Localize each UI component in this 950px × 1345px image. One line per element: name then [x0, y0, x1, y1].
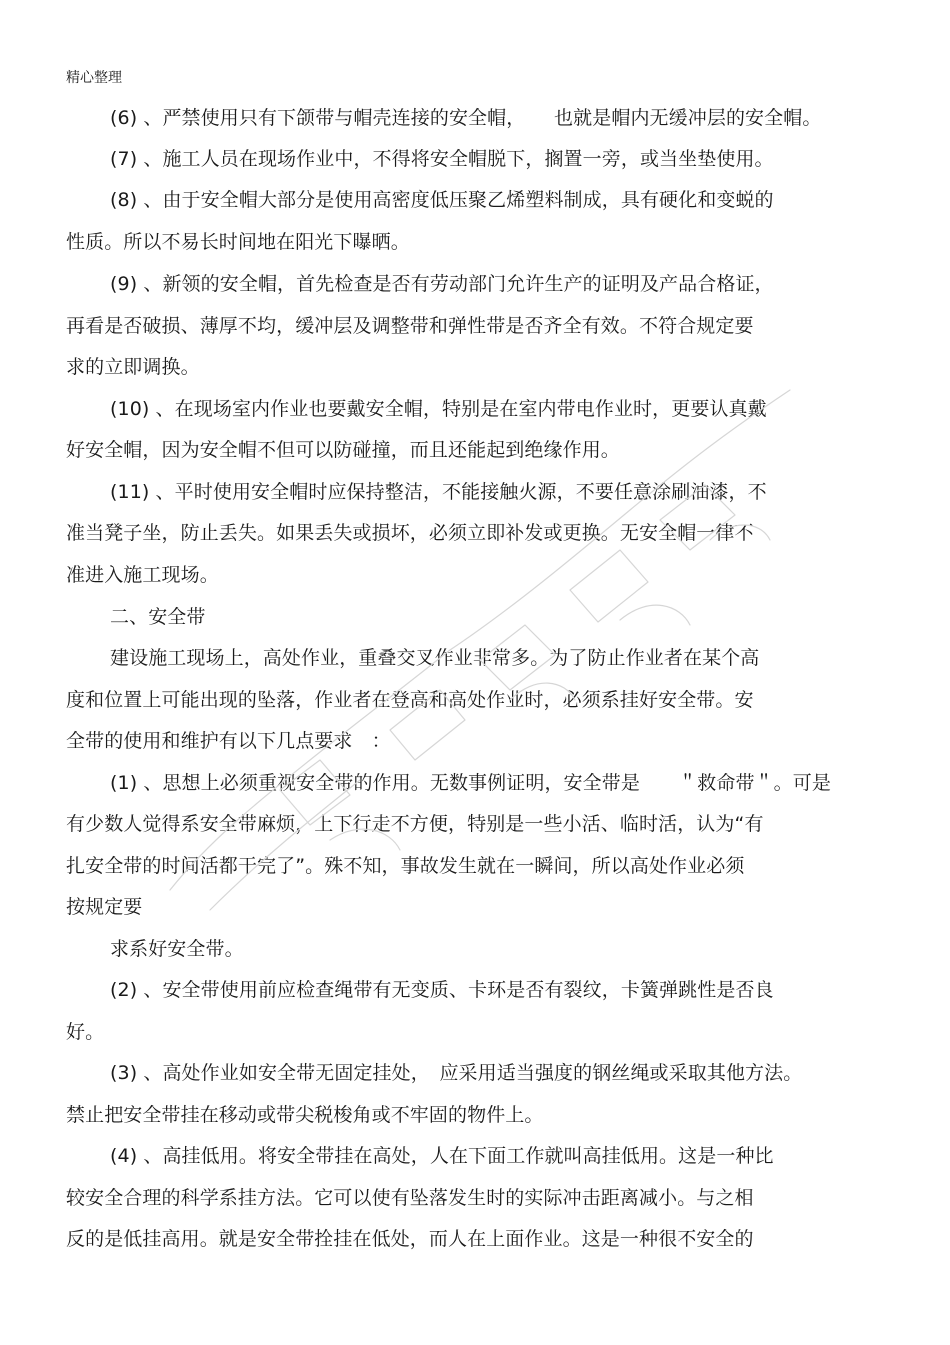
text-line: 求的立即调换。 [66, 356, 200, 378]
text-line: (2) 、安全带使用前应检查绳带有无变质、卡环是否有裂纹，卡簧弹跳性是否良 [110, 979, 774, 1001]
text-line: (11) 、平时使用安全帽时应保持整洁，不能接触火源，不要任意涂刷油漆，不 [110, 481, 767, 503]
text-line: 有少数人觉得系安全带麻烦，上下行走不方便，特别是一些小活、临时活，认为“有 [66, 813, 764, 835]
text-line: (10) 、在现场室内作业也要戴安全帽，特别是在室内带电作业时，更要认真戴 [110, 398, 767, 420]
text-line: 好安全帽，因为安全帽不但可以防碰撞，而且还能起到绝缘作用。 [66, 439, 620, 461]
text-line: 建设施工现场上，高处作业，重叠交叉作业非常多。为了防止作业者在某个高 [110, 647, 760, 669]
text-line: (3) 、高处作业如安全带无固定挂处， 应采用适当强度的钢丝绳或采取其他方法。 [110, 1062, 803, 1084]
text-line: (7) 、施工人员在现场作业中，不得将安全帽脱下，搁置一旁，或当坐垫使用。 [110, 148, 774, 170]
text-line: 扎安全带的时间活都干完了”。殊不知，事故发生就在一瞬间，所以高处作业必须 [66, 855, 745, 877]
text-line: 全带的使用和维护有以下几点要求 ： [66, 730, 391, 752]
text-line: 求系好安全带。 [110, 938, 244, 960]
text-line: 度和位置上可能出现的坠落，作业者在登高和高处作业时，必须系挂好安全带。安 [66, 689, 754, 711]
text-line: 反的是低挂高用。就是安全带拴挂在低处，而人在上面作业。这是一种很不安全的 [66, 1228, 754, 1250]
text-line: (9) 、新领的安全帽，首先检查是否有劳动部门允许生产的证明及产品合格证， [110, 273, 774, 295]
section-heading: 二、安全带 [110, 606, 206, 628]
text-line: (1) 、思想上必须重视安全带的作用。无数事例证明，安全带是 ＂救命带＂。可是 [110, 772, 831, 794]
text-line: 再看是否破损、薄厚不均，缓冲层及调整带和弹性带是否齐全有效。不符合规定要 [66, 315, 754, 337]
text-line: 较安全合理的科学系挂方法。它可以使有坠落发生时的实际冲击距离减小。与之相 [66, 1187, 754, 1209]
text-line: 禁止把安全带挂在移动或带尖税梭角或不牢固的物件上。 [66, 1104, 544, 1126]
text-line: 性质。所以不易长时间地在阳光下曝晒。 [66, 231, 410, 253]
text-line: 按规定要 [66, 896, 143, 918]
text-line: (6) 、严禁使用只有下颌带与帽壳连接的安全帽， 也就是帽内无缓冲层的安全帽。 [110, 107, 822, 129]
text-line: (8) 、由于安全帽大部分是使用高密度低压聚乙烯塑料制成，具有硬化和变蜕的 [110, 189, 774, 211]
text-line: 好。 [66, 1021, 105, 1043]
page-header: 精心整理 [66, 70, 122, 86]
text-line: 准当凳子坐，防止丢失。如果丢失或损坏，必须立即补发或更换。无安全帽一律不 [66, 522, 754, 544]
text-line: (4) 、高挂低用。将安全带挂在高处，人在下面工作就叫高挂低用。这是一种比 [110, 1145, 774, 1167]
text-line: 准进入施工现场。 [66, 564, 219, 586]
